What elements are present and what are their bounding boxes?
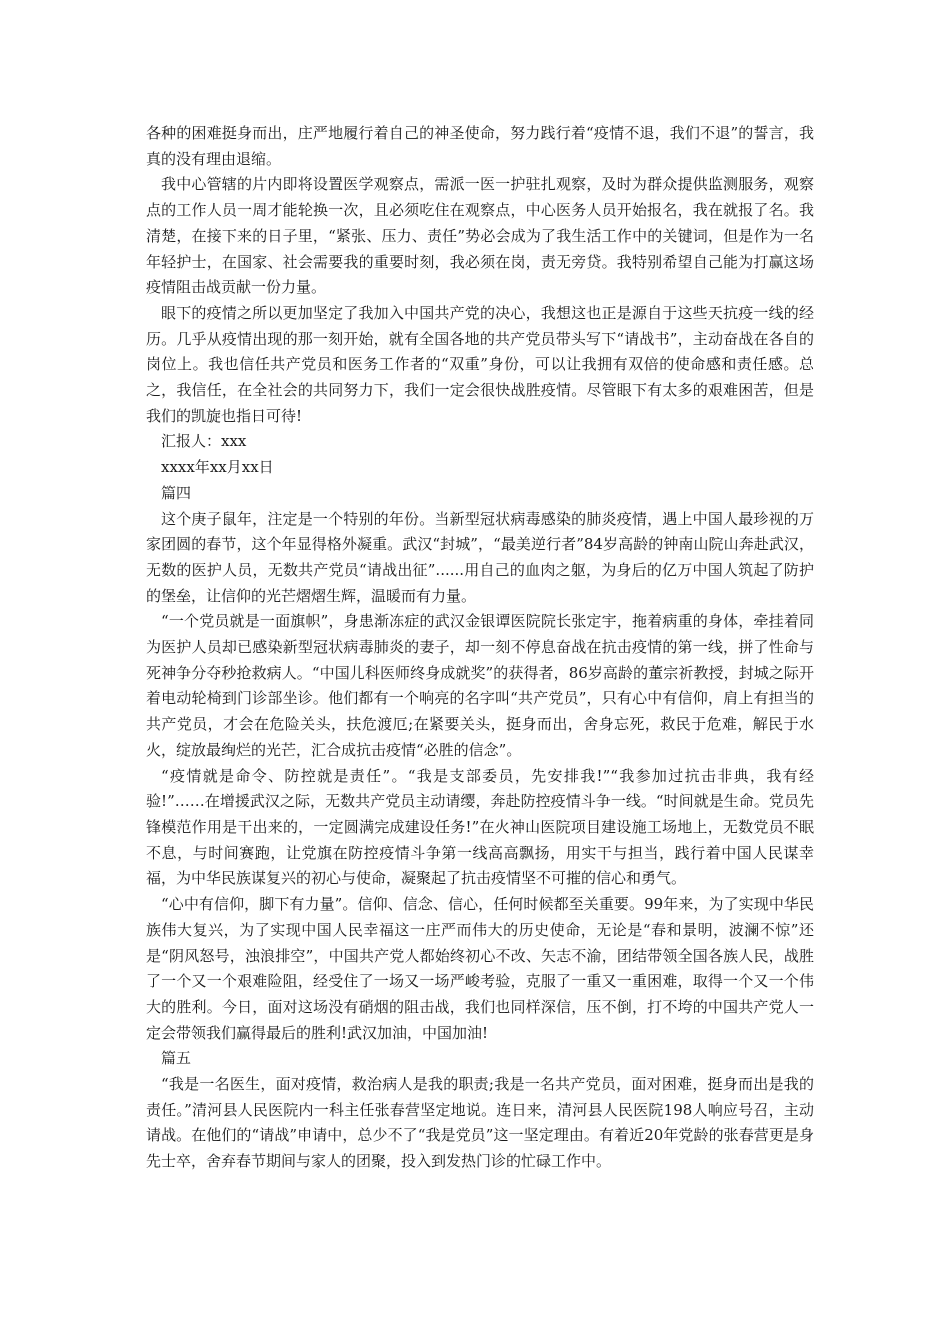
paragraph-gengzi-year: 这个庚子鼠年，注定是一个特别的年份。当新型冠状病毒感染的肺炎疫情，遇上中国人最珍视的万家团圆的春节，这个年显得格外凝重。武汉“封城”，“最美逆行者”84岁高龄的钟南山院山奔赴武汉，无数的医护人员，无数共产党员“请战出征”......用自己的血肉之躯，为身后的亿万中国人筑起了防护的堡垒，让信仰的光芒熠熠生辉，温暖而有力量。 [146, 509, 814, 605]
paragraph-continuation: 各种的困难挺身而出，庄严地履行着自己的神圣使命，努力践行着“疫情不退，我们不退”的誓言，我真的没有理由退缩。 [146, 124, 814, 168]
paragraph-doctor-duty: “我是一名医生，面对疫情，救治病人是我的职责;我是一名共产党员，面对困难，挺身而出是我的责任。”清河县人民医院内一科主任张春营坚定地说。连日来，清河县人民医院198人响应号召，主动请战。在他们的“请战”申请中，总少不了“我是党员”这一坚定理由。有着近20年党龄的张春营更是身先士卒，舍弃春节期间与家人的团聚，投入到发热门诊的忙碌工作中。 [146, 1075, 814, 1171]
section-heading-5: 篇五 [161, 1049, 192, 1068]
section-heading-4: 篇四 [161, 483, 192, 502]
paragraph-observation-point: 我中心管辖的片内即将设置医学观察点，需派一医一护驻扎观察，及时为群众提供监测服务，观察点的工作人员一周才能轮换一次，且必须吃住在观察点，中心医务人员开始报名，我在就报了名。我清楚，在接下来的日子里，“紧张、压力、责任”势必会成为了我生活工作中的关键词，但是作为一名年轻护士，在国家、社会需要我的重要时刻，我必须在岗，责无旁贷。我特别希望自己能为打赢这场疫情阻击战贡献一份力量。 [146, 175, 814, 297]
paragraph-party-decision: 眼下的疫情之所以更加坚定了我加入中国共产党的决心，我想这也正是源自于这些天抗疫一线的经历。几乎从疫情出现的那一刻开始，就有全国各地的共产党员带头写下“请战书”，主动奋战在各自的岗位上。我也信任共产党员和医务工作者的“双重”身份，可以让我拥有双倍的使命感和责任感。总之，我信任，在全社会的共同努力下，我们一定会很快战胜疫情。尽管眼下有太多的艰难困苦，但是我们的凯旋也指日可待! [146, 303, 814, 425]
paragraph-party-member-flag: “一个党员就是一面旗帜”，身患渐冻症的武汉金银谭医院院长张定宇，拖着病重的身体，牵挂着同为医护人员却已感染新型冠状病毒肺炎的妻子，却一刻不停息奋战在抗击疫情的第一线，拼了性命与死神争分夺秒抢救病人。“中国儿科医师终身成就奖”的获得者，86岁高龄的董宗祈教授，封城之际开着电动轮椅到门诊部坐诊。他们都有一个响亮的名字叫“共产党员”，只有心中有信仰，肩上有担当的共产党员，才会在危险关头，扶危渡厄;在紧要关头，挺身而出，舍身忘死，救民于危难，解民于水火，绽放最绚烂的光芒，汇合成抗击疫情“必胜的信念”。 [146, 612, 814, 759]
reporter-line: 汇报人：xxx [161, 432, 247, 451]
paragraph-faith-strength: “心中有信仰，脚下有力量”。信仰、信念、信心，任何时候都至关重要。99年来，为了实现中华民族伟大复兴，为了实现中国人民幸福这一庄严而伟大的历史使命，无论是“春和景明，波澜不惊”还是“阴风怒号，浊浪排空”，中国共产党人都始终初心不改、矢志不渝，团结带领全国各族人民，战胜了一个又一个艰难险阻，经受住了一场又一场严峻考验，克服了一重又一重困难，取得一个又一个伟大的胜利。今日，面对这场没有硝烟的阻击战，我们也同样深信，压不倒，打不垮的中国共产党人一定会带领我们赢得最后的胜利!武汉加油，中国加油! [146, 895, 814, 1042]
document-page [146, 121, 814, 1175]
date-line: xxxx年xx月xx日 [161, 458, 274, 477]
paragraph-epidemic-command: “疫情就是命令、防控就是责任”。“我是支部委员，先安排我!”“我参加过抗击非典，我有经验!”……在增援武汉之际，无数共产党员主动请缨，奔赴防控疫情斗争一线。“时间就是生命。党员先锋模范作用是干出来的，一定圆满完成建设任务!”在火神山医院项目建设施工场地上，无数党员不眠不息，与时间赛跑，让党旗在防控疫情斗争第一线高高飘扬，用实干与担当，践行着中国人民谋幸福，为中华民族谋复兴的初心与使命，凝聚起了抗击疫情坚不可摧的信心和勇气。 [146, 766, 814, 888]
